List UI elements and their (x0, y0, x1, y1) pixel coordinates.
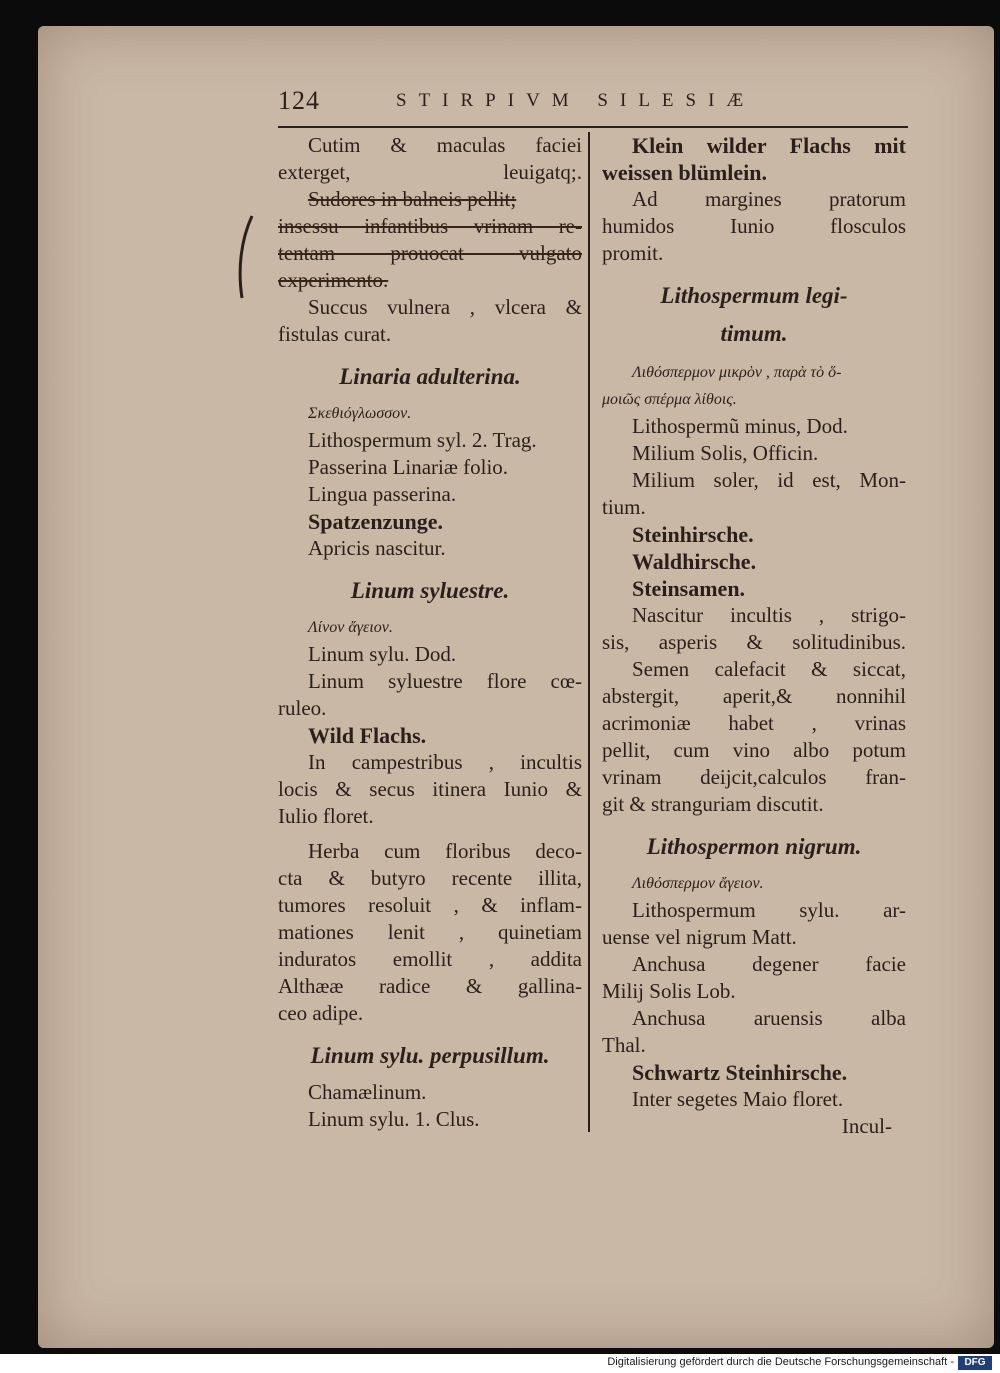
text-line: ceo adipe. (278, 1001, 364, 1025)
text-line: Thal. (602, 1033, 646, 1057)
column-divider (588, 132, 590, 1132)
struck-line: tentam prouocat vulgato (278, 241, 582, 265)
greek-line: Λίνον ἄγειον. (308, 619, 393, 636)
struck-line: insessu infantibus vrinam re- (278, 214, 582, 238)
text-line: fistulas curat. (278, 322, 392, 346)
german-name-line: Schwartz Steinhirsche. (632, 1060, 848, 1085)
text-line: locis & secus itinera Iunio & (278, 777, 582, 801)
catchword: Incul- (841, 1114, 892, 1138)
greek-line: μοιῶς σπέρμα λίθοις. (602, 391, 737, 408)
text-line: Herba cum floribus deco- (308, 839, 582, 863)
text-line: tumores resoluit , & inflam- (278, 893, 582, 917)
text-line: Althææ radice & gallina- (278, 974, 582, 998)
text-line: uense vel nigrum Matt. (602, 925, 797, 949)
text-line: git & stranguriam discutit. (602, 792, 824, 816)
running-title: STIRPIVM SILESIÆ (396, 90, 756, 111)
page-number: 124 (278, 86, 320, 115)
greek-line: Σκεθιόγλωσσον. (308, 405, 412, 422)
text-line: abstergit, aperit,& nonnihil (602, 684, 906, 708)
struck-line: Sudores in balneis pellit; (308, 187, 517, 211)
spacer (278, 830, 582, 838)
text-line: Passerina Linariæ folio. (308, 455, 509, 479)
text-line: mationes lenit , quinetiam (278, 920, 582, 944)
entry-heading: timum. (720, 321, 788, 346)
entry-heading: Linaria adulterina. (339, 364, 521, 389)
text-line: Cutim & maculas faciei (308, 133, 582, 157)
greek-line: Λιθόσπερμον μικρὸν , παρὰ τὸ ὅ- (632, 364, 842, 381)
struck-line: experimento. (278, 268, 389, 292)
text-line: Milium Solis, Officin. (632, 441, 819, 465)
german-name-line: weissen blümlein. (602, 160, 768, 185)
text-line: Lingua passerina. (308, 482, 457, 506)
text-line: cta & butyro recente illita, (278, 866, 582, 890)
dfg-logo: DFG (958, 1356, 992, 1370)
text-line: Semen calefacit & siccat, (632, 657, 906, 681)
text-line: Apricis nascitur. (308, 536, 446, 560)
page-header (278, 86, 908, 120)
text-line: Inter segetes Maio floret. (632, 1087, 844, 1111)
header-rule (278, 126, 908, 128)
right-column (602, 132, 906, 1140)
text-line: ruleo. (278, 696, 327, 720)
text-line: Linum sylu. Dod. (308, 642, 457, 666)
german-name-line: Spatzenzunge. (308, 509, 444, 534)
text-line: exterget, leuigatq;. (278, 160, 582, 184)
text-line: Lithospermũ minus, Dod. (632, 414, 848, 438)
text-line: vrinam deijcit,calculos fran- (602, 765, 906, 789)
text-line: promit. (602, 241, 664, 265)
text-line: Chamælinum. (308, 1080, 427, 1104)
digitization-credit: Digitalisierung gefördert durch die Deutsche Forschungsgemeinschaft - (607, 1356, 954, 1368)
german-name-line: Steinhirsche. (632, 522, 754, 547)
german-name-line: Steinsamen. (632, 576, 746, 601)
text-line: Iulio floret. (278, 804, 374, 828)
entry-heading: Linum sylu. perpusillum. (310, 1043, 550, 1068)
greek-line: Λιθόσπερμον ἄγειον. (632, 875, 764, 892)
text-line: Ad margines pratorum (632, 187, 906, 211)
german-name-line: Wild Flachs. (308, 723, 427, 748)
text-line: Milij Solis Lob. (602, 979, 736, 1003)
text-line: Anchusa aruensis alba (632, 1006, 906, 1030)
text-line: In campestribus , incultis (308, 750, 582, 774)
german-name-line: Waldhirsche. (632, 549, 757, 574)
text-line: acrimoniæ habet , vrinas (602, 711, 906, 735)
text-line: sis, asperis & solitudinibus. (602, 630, 906, 654)
left-column (278, 132, 582, 1133)
text-line: Nascitur incultis , strigo- (632, 603, 906, 627)
text-line: pellit, cum vino albo potum (602, 738, 906, 762)
entry-heading: Lithospermon nigrum. (646, 834, 862, 859)
margin-bracket-mark (230, 212, 260, 302)
text-line: Lithospermum syl. 2. Trag. (308, 428, 537, 452)
text-line: Anchusa degener facie (632, 952, 906, 976)
text-line: Linum sylu. 1. Clus. (308, 1107, 480, 1131)
text-line: Milium soler, id est, Mon- (632, 468, 906, 492)
german-name-line: Klein wilder Flachs mit (632, 133, 906, 158)
text-line: induratos emollit , addita (278, 947, 582, 971)
text-line: tium. (602, 495, 646, 519)
text-line: Linum syluestre flore cœ- (308, 669, 582, 693)
text-line: Succus vulnera , vlcera & (308, 295, 582, 319)
entry-heading: Lithospermum legi- (660, 283, 848, 308)
text-line: Lithospermum sylu. ar- (632, 898, 906, 922)
entry-heading: Linum syluestre. (350, 578, 510, 603)
text-line: humidos Iunio flosculos (602, 214, 906, 238)
